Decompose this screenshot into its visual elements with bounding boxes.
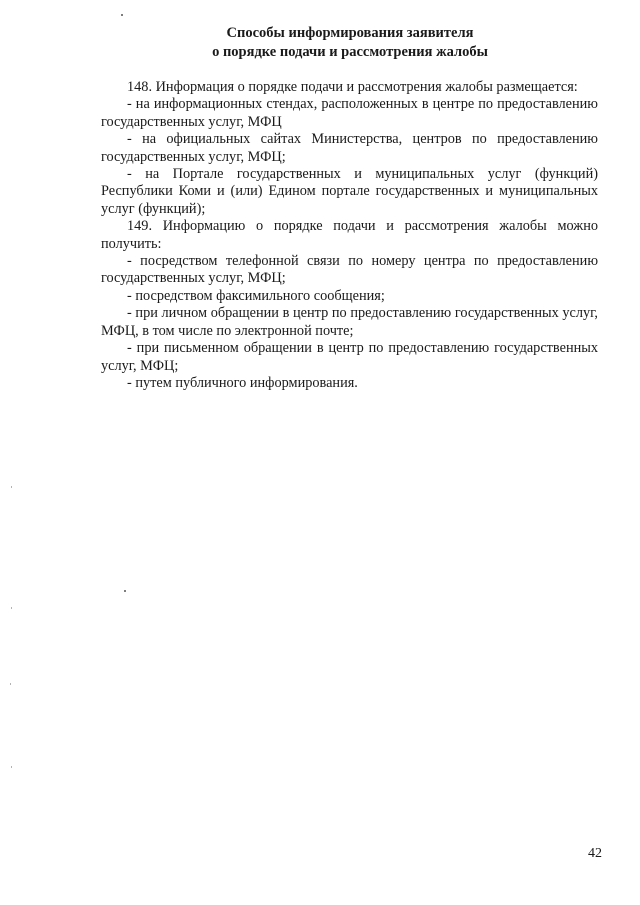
scan-speck — [10, 683, 11, 685]
scan-speck — [11, 486, 12, 488]
list-item: - посредством телефонной связи по номеру центра по предоставлению государственных услуг, МФЦ; — [101, 253, 598, 287]
scan-speck — [11, 607, 12, 609]
paragraph-148: 148. Информация о порядке подачи и рассмотрения жалобы размещается: — [127, 79, 578, 95]
heading-line-2: о порядке подачи и рассмотрения жалобы — [212, 44, 488, 60]
scan-speck — [124, 590, 126, 592]
scan-speck — [11, 766, 12, 768]
list-item: - при личном обращении в центр по предоставлению государственных услуг, МФЦ, в том числе по электронной почте; — [101, 305, 598, 339]
paragraph-149: 149. Информацию о порядке подачи и рассмотрения жалобы можно получить: — [101, 218, 598, 252]
page-number: 42 — [588, 846, 602, 861]
list-item: - при письменном обращении в центр по предоставлению государственных услуг, МФЦ; — [101, 340, 598, 374]
section-heading — [100, 24, 600, 62]
scan-speck — [121, 14, 123, 16]
list-item: - посредством факсимильного сообщения; — [127, 287, 385, 304]
heading-line-1: Способы информирования заявителя — [226, 25, 474, 41]
body-text — [101, 79, 598, 392]
list-item: - путем публичного информирования. — [127, 374, 358, 391]
list-item: - на информационных стендах, расположенных в центре по предоставлению государственных услуг, МФЦ — [101, 96, 598, 130]
list-item: - на Портале государственных и муниципальных услуг (функций) Республики Коми и (или) Едином портале государственных и муниципальных услуг (функций); — [101, 166, 598, 217]
list-item: - на официальных сайтах Министерства, центров по предоставлению государственных услуг, МФЦ; — [101, 131, 598, 165]
